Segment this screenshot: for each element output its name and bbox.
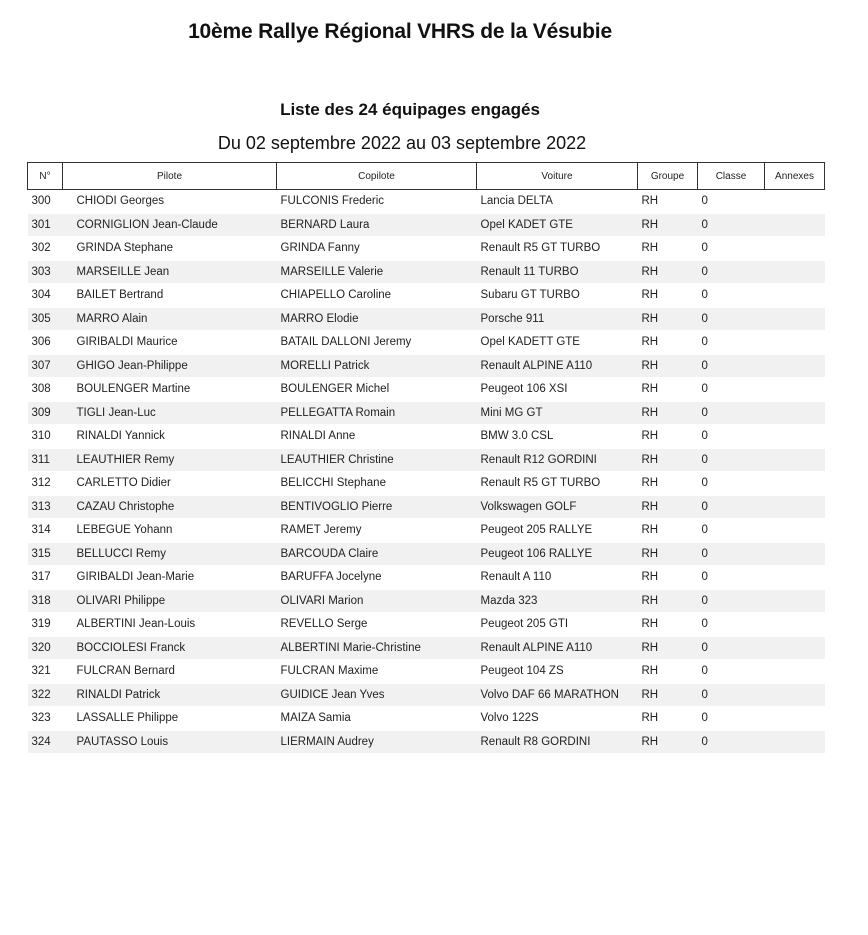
table-row — [28, 707, 825, 731]
cell-voiture: Renault R5 GT TURBO — [477, 237, 638, 261]
cell-annexes — [765, 331, 825, 355]
cell-voiture: Opel KADETT GTE — [477, 331, 638, 355]
table-row — [28, 425, 825, 449]
cell-num: 318 — [28, 589, 63, 613]
table-row — [28, 354, 825, 378]
cell-classe: 0 — [698, 660, 765, 684]
cell-annexes — [765, 519, 825, 543]
cell-num: 307 — [28, 354, 63, 378]
cell-pilote: ALBERTINI Jean-Louis — [63, 613, 277, 637]
cell-num: 317 — [28, 566, 63, 590]
cell-annexes — [765, 307, 825, 331]
cell-annexes — [765, 542, 825, 566]
cell-num: 323 — [28, 707, 63, 731]
table-row — [28, 472, 825, 496]
cell-pilote: CARLETTO Didier — [63, 472, 277, 496]
cell-groupe: RH — [638, 260, 698, 284]
cell-copilote: MAIZA Samia — [277, 707, 477, 731]
cell-groupe: RH — [638, 448, 698, 472]
cell-copilote: GRINDA Fanny — [277, 237, 477, 261]
cell-copilote: OLIVARI Marion — [277, 589, 477, 613]
cell-pilote: BAILET Bertrand — [63, 284, 277, 308]
cell-classe: 0 — [698, 589, 765, 613]
cell-num: 303 — [28, 260, 63, 284]
cell-voiture: Subaru GT TURBO — [477, 284, 638, 308]
table-row — [28, 636, 825, 660]
cell-num: 311 — [28, 448, 63, 472]
cell-classe: 0 — [698, 237, 765, 261]
cell-pilote: RINALDI Patrick — [63, 683, 277, 707]
cell-voiture: Volvo 122S — [477, 707, 638, 731]
cell-classe: 0 — [698, 472, 765, 496]
cell-num: 321 — [28, 660, 63, 684]
cell-classe: 0 — [698, 378, 765, 402]
table-row — [28, 401, 825, 425]
cell-annexes — [765, 730, 825, 754]
cell-classe: 0 — [698, 636, 765, 660]
cell-annexes — [765, 448, 825, 472]
cell-num: 315 — [28, 542, 63, 566]
cell-groupe: RH — [638, 331, 698, 355]
cell-groupe: RH — [638, 519, 698, 543]
header-num: N° — [28, 163, 63, 190]
cell-classe: 0 — [698, 683, 765, 707]
cell-copilote: BATAIL DALLONI Jeremy — [277, 331, 477, 355]
cell-copilote: MARRO Elodie — [277, 307, 477, 331]
cell-num: 304 — [28, 284, 63, 308]
cell-voiture: Peugeot 106 XSI — [477, 378, 638, 402]
cell-groupe: RH — [638, 566, 698, 590]
cell-pilote: BELLUCCI Remy — [63, 542, 277, 566]
cell-annexes — [765, 425, 825, 449]
cell-groupe: RH — [638, 425, 698, 449]
table-row — [28, 378, 825, 402]
cell-num: 320 — [28, 636, 63, 660]
cell-pilote: LEAUTHIER Remy — [63, 448, 277, 472]
cell-copilote: RAMET Jeremy — [277, 519, 477, 543]
cell-groupe: RH — [638, 707, 698, 731]
table-row — [28, 542, 825, 566]
cell-voiture: Renault 11 TURBO — [477, 260, 638, 284]
header-annexes: Annexes — [765, 163, 825, 190]
table-row — [28, 566, 825, 590]
document-subtitle: Liste des 24 équipages engagés — [280, 100, 540, 119]
cell-voiture: Volvo DAF 66 MARATHON — [477, 683, 638, 707]
cell-voiture: Mazda 323 — [477, 589, 638, 613]
cell-groupe: RH — [638, 683, 698, 707]
cell-groupe: RH — [638, 542, 698, 566]
table-header-row — [28, 163, 825, 190]
cell-classe: 0 — [698, 425, 765, 449]
cell-num: 310 — [28, 425, 63, 449]
cell-pilote: LASSALLE Philippe — [63, 707, 277, 731]
cell-voiture: Renault R12 GORDINI — [477, 448, 638, 472]
cell-copilote: REVELLO Serge — [277, 613, 477, 637]
cell-voiture: BMW 3.0 CSL — [477, 425, 638, 449]
cell-classe: 0 — [698, 401, 765, 425]
cell-annexes — [765, 707, 825, 731]
cell-pilote: RINALDI Yannick — [63, 425, 277, 449]
table-row — [28, 613, 825, 637]
cell-copilote: GUIDICE Jean Yves — [277, 683, 477, 707]
cell-num: 324 — [28, 730, 63, 754]
cell-groupe: RH — [638, 354, 698, 378]
cell-groupe: RH — [638, 190, 698, 214]
cell-annexes — [765, 213, 825, 237]
cell-copilote: FULCONIS Frederic — [277, 190, 477, 214]
cell-pilote: LEBEGUE Yohann — [63, 519, 277, 543]
cell-copilote: LIERMAIN Audrey — [277, 730, 477, 754]
cell-groupe: RH — [638, 472, 698, 496]
cell-annexes — [765, 613, 825, 637]
table-row — [28, 237, 825, 261]
cell-groupe: RH — [638, 307, 698, 331]
cell-groupe: RH — [638, 213, 698, 237]
table-row — [28, 190, 825, 214]
cell-voiture: Peugeot 104 ZS — [477, 660, 638, 684]
cell-classe: 0 — [698, 730, 765, 754]
cell-num: 322 — [28, 683, 63, 707]
cell-annexes — [765, 190, 825, 214]
cell-pilote: GIRIBALDI Jean-Marie — [63, 566, 277, 590]
cell-copilote: CHIAPELLO Caroline — [277, 284, 477, 308]
cell-classe: 0 — [698, 284, 765, 308]
table-row — [28, 260, 825, 284]
cell-classe: 0 — [698, 519, 765, 543]
cell-num: 319 — [28, 613, 63, 637]
cell-classe: 0 — [698, 331, 765, 355]
cell-classe: 0 — [698, 307, 765, 331]
cell-num: 306 — [28, 331, 63, 355]
cell-classe: 0 — [698, 213, 765, 237]
cell-copilote: BOULENGER Michel — [277, 378, 477, 402]
cell-classe: 0 — [698, 448, 765, 472]
table-body — [28, 190, 825, 754]
cell-num: 301 — [28, 213, 63, 237]
cell-groupe: RH — [638, 636, 698, 660]
table-row — [28, 660, 825, 684]
cell-num: 308 — [28, 378, 63, 402]
cell-copilote: LEAUTHIER Christine — [277, 448, 477, 472]
cell-voiture: Peugeot 205 GTI — [477, 613, 638, 637]
cell-voiture: Renault ALPINE A110 — [477, 354, 638, 378]
cell-pilote: CHIODI Georges — [63, 190, 277, 214]
header-classe: Classe — [698, 163, 765, 190]
cell-annexes — [765, 589, 825, 613]
cell-classe: 0 — [698, 190, 765, 214]
cell-annexes — [765, 260, 825, 284]
cell-copilote: BELICCHI Stephane — [277, 472, 477, 496]
cell-pilote: MARRO Alain — [63, 307, 277, 331]
cell-voiture: Volkswagen GOLF — [477, 495, 638, 519]
table-row — [28, 730, 825, 754]
cell-classe: 0 — [698, 354, 765, 378]
table-row — [28, 448, 825, 472]
table-row — [28, 589, 825, 613]
entries-table — [27, 162, 825, 754]
cell-annexes — [765, 237, 825, 261]
event-dates: Du 02 septembre 2022 au 03 septembre 2022 — [217, 133, 587, 153]
cell-num: 314 — [28, 519, 63, 543]
cell-copilote: BARCOUDA Claire — [277, 542, 477, 566]
table-row — [28, 683, 825, 707]
table-row — [28, 331, 825, 355]
cell-copilote: PELLEGATTA Romain — [277, 401, 477, 425]
cell-pilote: CORNIGLION Jean-Claude — [63, 213, 277, 237]
cell-copilote: ALBERTINI Marie-Christine — [277, 636, 477, 660]
cell-classe: 0 — [698, 260, 765, 284]
cell-voiture: Renault R5 GT TURBO — [477, 472, 638, 496]
cell-num: 312 — [28, 472, 63, 496]
cell-annexes — [765, 472, 825, 496]
table-row — [28, 307, 825, 331]
cell-pilote: GRINDA Stephane — [63, 237, 277, 261]
cell-pilote: MARSEILLE Jean — [63, 260, 277, 284]
cell-annexes — [765, 378, 825, 402]
cell-pilote: TIGLI Jean-Luc — [63, 401, 277, 425]
cell-classe: 0 — [698, 613, 765, 637]
cell-pilote: PAUTASSO Louis — [63, 730, 277, 754]
cell-voiture: Renault ALPINE A110 — [477, 636, 638, 660]
cell-num: 300 — [28, 190, 63, 214]
table-row — [28, 495, 825, 519]
cell-classe: 0 — [698, 566, 765, 590]
cell-voiture: Peugeot 106 RALLYE — [477, 542, 638, 566]
document-title: 10ème Rallye Régional VHRS de la Vésubie — [188, 20, 612, 43]
cell-classe: 0 — [698, 495, 765, 519]
cell-copilote: MORELLI Patrick — [277, 354, 477, 378]
cell-annexes — [765, 284, 825, 308]
cell-voiture: Lancia DELTA — [477, 190, 638, 214]
cell-groupe: RH — [638, 660, 698, 684]
cell-voiture: Mini MG GT — [477, 401, 638, 425]
cell-annexes — [765, 636, 825, 660]
cell-groupe: RH — [638, 730, 698, 754]
cell-voiture: Renault A 110 — [477, 566, 638, 590]
cell-voiture: Peugeot 205 RALLYE — [477, 519, 638, 543]
cell-classe: 0 — [698, 707, 765, 731]
cell-annexes — [765, 566, 825, 590]
cell-copilote: RINALDI Anne — [277, 425, 477, 449]
cell-annexes — [765, 683, 825, 707]
cell-classe: 0 — [698, 542, 765, 566]
cell-num: 313 — [28, 495, 63, 519]
table-row — [28, 213, 825, 237]
cell-num: 309 — [28, 401, 63, 425]
header-voiture: Voiture — [477, 163, 638, 190]
cell-voiture: Opel KADET GTE — [477, 213, 638, 237]
cell-groupe: RH — [638, 613, 698, 637]
cell-pilote: OLIVARI Philippe — [63, 589, 277, 613]
cell-annexes — [765, 354, 825, 378]
cell-pilote: CAZAU Christophe — [63, 495, 277, 519]
cell-groupe: RH — [638, 495, 698, 519]
header-copilote: Copilote — [277, 163, 477, 190]
cell-copilote: FULCRAN Maxime — [277, 660, 477, 684]
cell-pilote: GHIGO Jean-Philippe — [63, 354, 277, 378]
cell-annexes — [765, 401, 825, 425]
cell-annexes — [765, 660, 825, 684]
cell-groupe: RH — [638, 401, 698, 425]
cell-pilote: GIRIBALDI Maurice — [63, 331, 277, 355]
cell-groupe: RH — [638, 237, 698, 261]
cell-voiture: Porsche 911 — [477, 307, 638, 331]
table-row — [28, 284, 825, 308]
cell-groupe: RH — [638, 284, 698, 308]
cell-voiture: Renault R8 GORDINI — [477, 730, 638, 754]
cell-groupe: RH — [638, 589, 698, 613]
cell-num: 305 — [28, 307, 63, 331]
cell-pilote: FULCRAN Bernard — [63, 660, 277, 684]
cell-num: 302 — [28, 237, 63, 261]
table-row — [28, 519, 825, 543]
cell-copilote: BENTIVOGLIO Pierre — [277, 495, 477, 519]
cell-annexes — [765, 495, 825, 519]
cell-copilote: BERNARD Laura — [277, 213, 477, 237]
cell-copilote: BARUFFA Jocelyne — [277, 566, 477, 590]
cell-pilote: BOCCIOLESI Franck — [63, 636, 277, 660]
cell-groupe: RH — [638, 378, 698, 402]
cell-copilote: MARSEILLE Valerie — [277, 260, 477, 284]
header-groupe: Groupe — [638, 163, 698, 190]
header-pilote: Pilote — [63, 163, 277, 190]
cell-pilote: BOULENGER Martine — [63, 378, 277, 402]
